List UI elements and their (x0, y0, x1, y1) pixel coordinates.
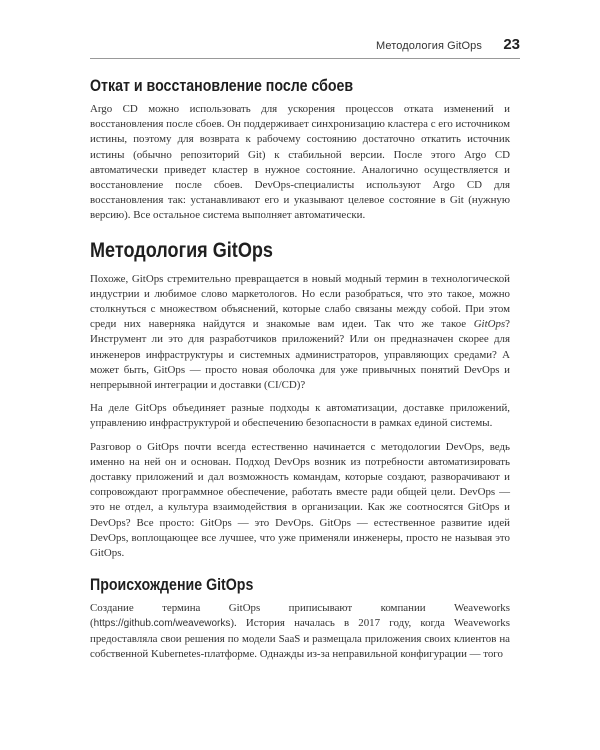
emphasis-gitops: GitOps (473, 318, 506, 331)
paragraph-rollback: Argo CD можно использовать для ускорения процессов отката изменений и восстановления после сбоев. Он поддерживает синхронизацию кластера с его источником истины, поэтому для возврата к рабочему состоянию достаточно откатить источник истины (обычно репозиторий Git) к стабильной версии. После этого Argo CD автоматически приведет кластер в нужное состояние. Аналогично осуществляется и восстановление после сбоев. DevOps-специалисты используют Argo CD для восстановления так: устанавливают его и указывают целевое состояние в Git (нужную версию). Все остальное система выполняет автоматически. (90, 103, 510, 222)
paragraph-methodology-3: Разговор о GitOps почти всегда естественно начинается с методологии DevOps, ведь именно на ней он и основан. Подход DevOps возник из потребности автоматизировать доставку приложений и дал возможность командам, которые создают, разворачивают и сопровождают программное обеспечение, работать вместе ради общей цели. DevOps — это не отдел, а культура взаимодействия в организации. Как же соотносятся GitOps и DevOps? Все просто: GitOps — это DevOps. GitOps — естественное развитие идей DevOps, воплощающее все лучшее, что уже применяли инженеры, просто не называя это GitOps. (90, 440, 510, 560)
text-run: ? Инструмент ли это для разработчиков приложений? Или он предназначен скорее для инженеров инфраструктуры и системных администраторов, управляющих средами? А может быть, GitOps — просто новая оболочка для уже привычных понятий DevOps и непрерывной интеграции и доставки (CI/CD)? (90, 318, 510, 392)
paragraph-methodology-2: На деле GitOps объединяет разные подходы к автоматизации, доставке приложений, управлению инфраструктурой и обеспечению безопасности в рамках единой системы. (90, 402, 510, 430)
section-heading-methodology: Методология GitOps (90, 238, 273, 262)
running-head (90, 36, 520, 56)
text-run: Создание термина GitOps приписывают компании Weaveworks ( (90, 602, 510, 630)
page-content (90, 76, 510, 662)
text-run: Похоже, GitOps стремительно превращается в новый модный термин в технологической индустрии и любимое слово маркетологов. Но если разобраться, что это такое, можно столкнуться с множеством объяснений, которые слабо связаны между собой. При этом среди них наверняка найдутся и знакомые вам идеи. Так что же такое (90, 272, 510, 331)
section-heading-rollback: Откат и восстановление после сбоев (90, 77, 354, 95)
weaveworks-url: https://github.com/weaveworks (93, 618, 231, 630)
text-run: ). История началась в 2017 году, когда Weaveworks предоставляла свои решения по модели SaaS и размещала приложения своих клиентов на собственной Kubernetes-платформе. Однажды из-за неправильной конфигурации — того (90, 617, 510, 660)
paragraph-origin (90, 601, 510, 662)
running-head-title: Методология GitOps (376, 40, 482, 52)
header-rule (90, 58, 520, 59)
paragraph-methodology-1 (90, 272, 510, 394)
page-number: 23 (503, 36, 520, 53)
section-heading-origin: Происхождение GitOps (90, 576, 254, 595)
